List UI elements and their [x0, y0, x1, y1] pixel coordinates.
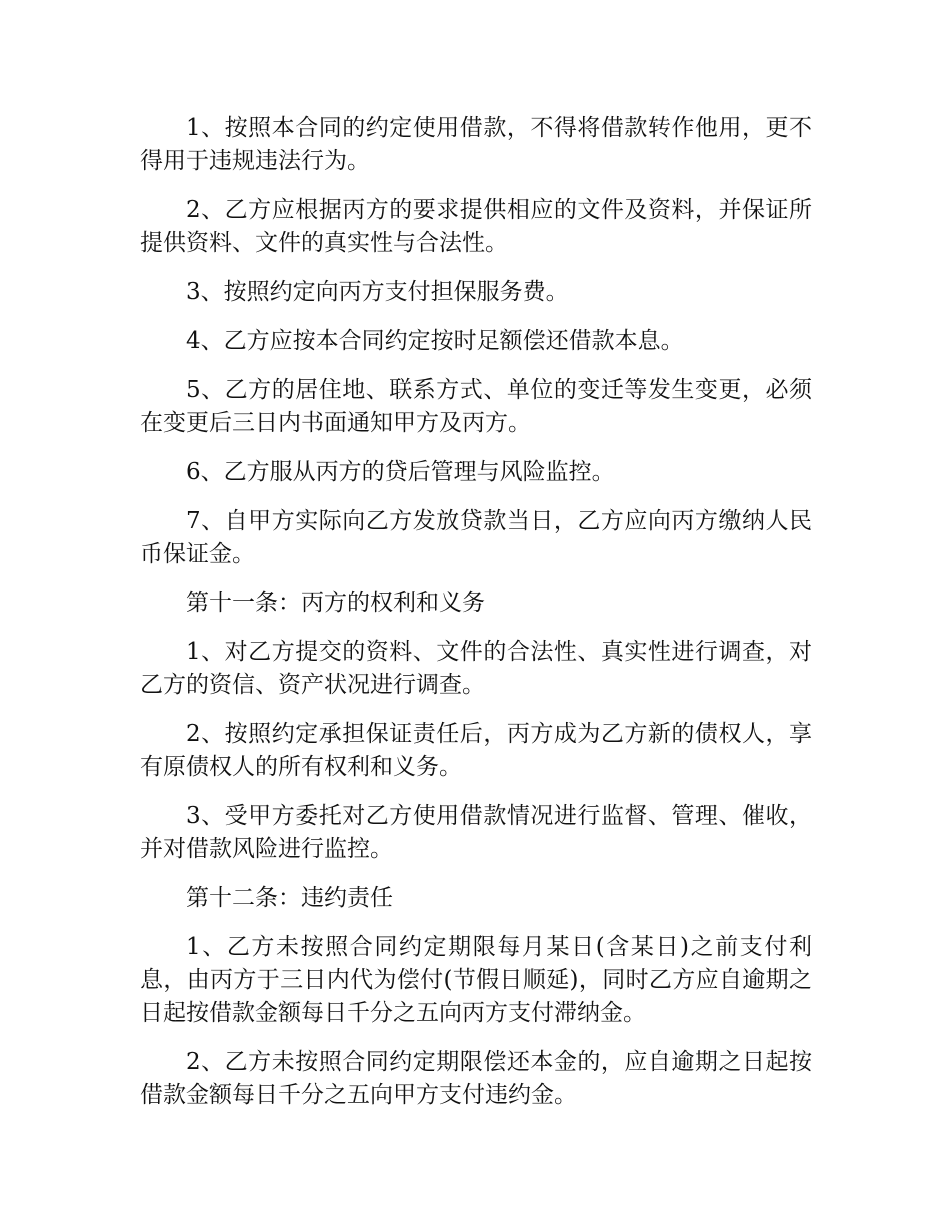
paragraph-article-11-item-2: 2、按照约定承担保证责任后，丙方成为乙方新的债权人，享有原债权人的所有权利和义务。 — [140, 721, 812, 780]
paragraph-article-12-item-2: 2、乙方未按照合同约定期限偿还本金的，应自逾期之日起按借款金额每日千分之五向甲方支付违约金。 — [140, 1049, 812, 1108]
paragraph-obligation-6: 6、乙方服从丙方的贷后管理与风险监控。 — [186, 459, 615, 485]
paragraph-obligation-7: 7、自甲方实际向乙方发放贷款当日，乙方应向丙方缴纳人民币保证金。 — [140, 508, 812, 567]
section-heading-article-12: 第十二条：违约责任 — [186, 885, 393, 911]
paragraph-article-11-item-3: 3、受甲方委托对乙方使用借款情况进行监督、管理、催收，并对借款风险进行监控。 — [140, 803, 812, 862]
paragraph-obligation-3: 3、按照约定向丙方支付担保服务费。 — [186, 279, 569, 305]
section-heading-article-11: 第十一条：丙方的权利和义务 — [186, 590, 485, 616]
paragraph-article-12-item-1: 1、乙方未按照合同约定期限每月某日(含某日)之前支付利息，由丙方于三日内代为偿付(节假日顺延)，同时乙方应自逾期之日起按借款金额每日千分之五向丙方支付滞纳金。 — [140, 934, 812, 1026]
paragraph-article-11-item-1: 1、对乙方提交的资料、文件的合法性、真实性进行调查，对乙方的资信、资产状况进行调查。 — [140, 639, 812, 698]
document-page — [140, 112, 812, 1128]
paragraph-obligation-1: 1、按照本合同的约定使用借款，不得将借款转作他用，更不得用于违规违法行为。 — [140, 115, 812, 174]
paragraph-obligation-4: 4、乙方应按本合同约定按时足额偿还借款本息。 — [186, 328, 684, 354]
paragraph-obligation-2: 2、乙方应根据丙方的要求提供相应的文件及资料，并保证所提供资料、文件的真实性与合法性。 — [140, 197, 812, 256]
paragraph-obligation-5: 5、乙方的居住地、联系方式、单位的变迁等发生变更，必须在变更后三日内书面通知甲方及丙方。 — [140, 377, 812, 436]
